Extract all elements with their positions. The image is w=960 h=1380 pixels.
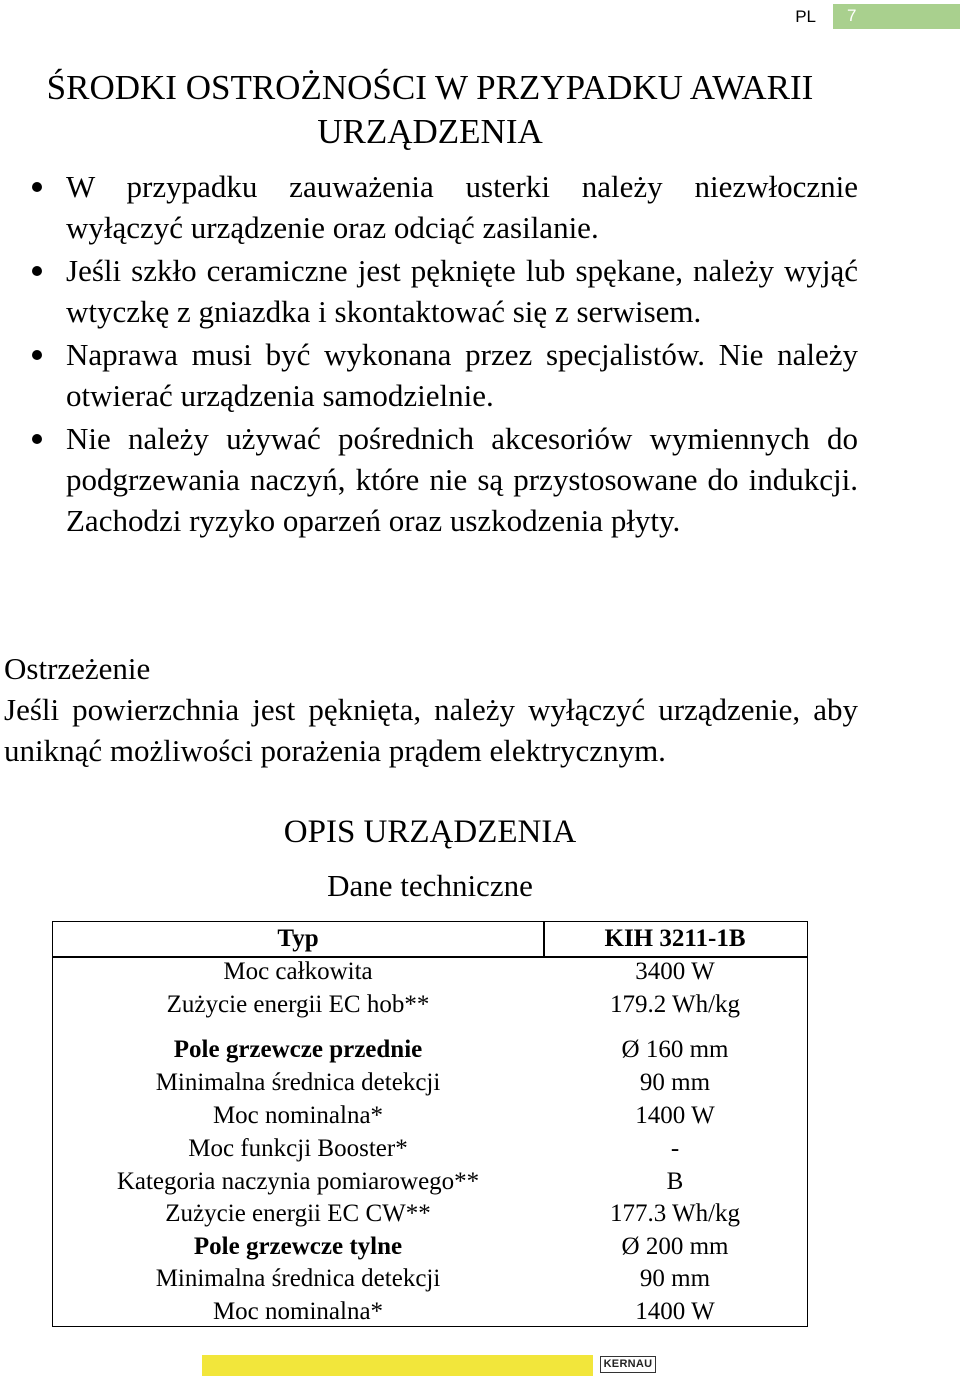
- page-header: [760, 0, 960, 34]
- spec-label: Zużycie energii EC hob**: [166, 991, 430, 1018]
- spec-label: Zużycie energii EC CW**: [165, 1200, 431, 1227]
- description-title: OPIS URZĄDZENIA: [283, 814, 577, 850]
- spec-value: 1400 W: [635, 1102, 715, 1129]
- safety-section-title: ŚRODKI OSTROŻNOŚCI W PRZYPADKU AWARII URZĄDZENIA: [46, 68, 814, 151]
- bullet-dot-icon: [32, 434, 42, 444]
- spec-value: 177.3 Wh/kg: [609, 1200, 741, 1227]
- spec-label: Pole grzewcze tylne: [193, 1233, 403, 1260]
- page-number: 7: [847, 6, 857, 25]
- table-header-label: Typ: [277, 925, 319, 952]
- spec-value: 90 mm: [639, 1069, 711, 1096]
- safety-bullet: [66, 334, 858, 416]
- bullet-text: Jeśli szkło ceramiczne jest pęknięte lub spękane, należy wyjąć wtyczkę z gniazdka i skontaktować się z serwisem.: [66, 253, 858, 329]
- spec-label: Kategoria naczynia pomiarowego**: [116, 1168, 480, 1195]
- safety-bullet-list: [0, 166, 960, 543]
- safety-bullet: [66, 166, 858, 248]
- bullet-dot-icon: [32, 350, 42, 360]
- spec-table: [52, 921, 808, 1327]
- spec-value: B: [666, 1168, 684, 1195]
- spec-label: Moc nominalna*: [212, 1102, 384, 1129]
- spec-label: Moc całkowita: [223, 958, 373, 985]
- spec-value: 179.2 Wh/kg: [609, 991, 741, 1018]
- warning-text: Jeśli powierzchnia jest pęknięta, należy wyłączyć urządzenie, aby uniknąć możliwości porażenia prądem elektrycznym.: [4, 692, 858, 768]
- bullet-text: W przypadku zauważenia usterki należy niezwłocznie wyłączyć urządzenie oraz odciąć zasilanie.: [66, 169, 858, 245]
- spec-value: 90 mm: [639, 1265, 711, 1292]
- spec-label: Minimalna średnica detekcji: [155, 1069, 441, 1096]
- spec-value: 1400 W: [635, 1298, 715, 1325]
- warning-heading: Ostrzeżenie: [4, 651, 151, 686]
- language-label: PL: [795, 7, 816, 26]
- brand-logo: KERNAU: [600, 1356, 656, 1373]
- safety-bullet: [66, 418, 858, 541]
- bullet-text: Nie należy używać pośrednich akcesoriów wymiennych do podgrzewania naczyń, które nie są przystosowane do indukcji. Zachodzi ryzyko oparzeń oraz uszkodzenia płyty.: [66, 421, 858, 538]
- table-header-value: KIH 3211-1B: [604, 925, 746, 952]
- spec-label: Moc funkcji Booster*: [188, 1135, 408, 1162]
- bullet-text: Naprawa musi być wykonana przez specjalistów. Nie należy otwierać urządzenia samodzielnie.: [66, 337, 858, 413]
- bullet-dot-icon: [32, 182, 42, 192]
- spec-value: -: [670, 1135, 680, 1162]
- page-number-box: [833, 4, 960, 29]
- bullet-dot-icon: [32, 266, 42, 276]
- safety-bullet: [66, 250, 858, 332]
- spec-value: 3400 W: [635, 958, 715, 985]
- spec-label: Pole grzewcze przednie: [173, 1036, 423, 1063]
- spec-label: Moc nominalna*: [212, 1298, 384, 1325]
- spec-value: Ø 160 mm: [621, 1036, 729, 1063]
- spec-value: Ø 200 mm: [621, 1233, 729, 1260]
- technical-data-subtitle: Dane techniczne: [327, 868, 533, 903]
- footer-accent-bar: [202, 1355, 593, 1376]
- spec-label: Minimalna średnica detekcji: [155, 1265, 441, 1292]
